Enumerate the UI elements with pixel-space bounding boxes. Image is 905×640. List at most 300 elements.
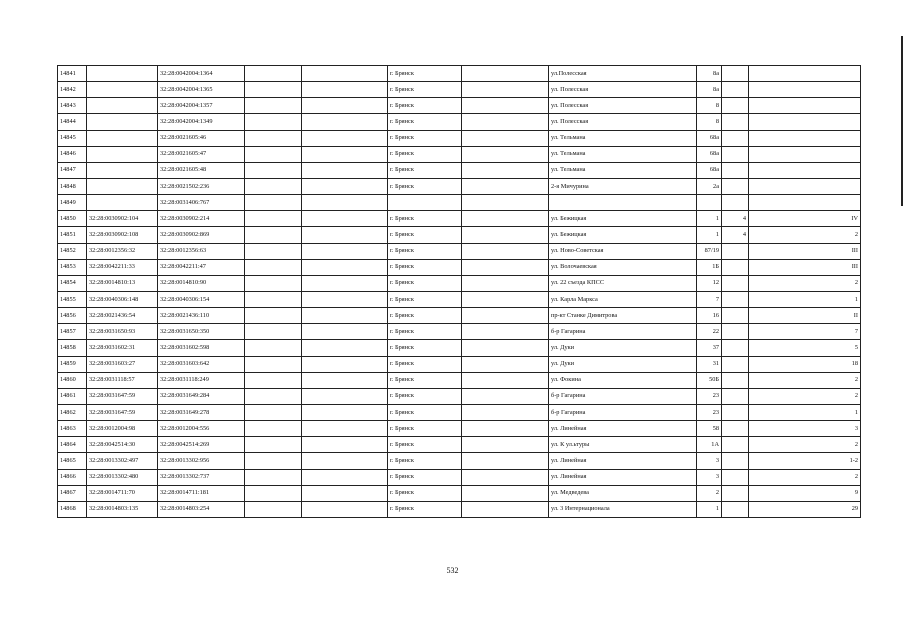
old-cadastral-number-cell: 32:28:0042514:30 (87, 437, 158, 453)
cadastral-number-cell: 32:28:0040306:154 (158, 291, 245, 307)
house-number-cell: 1 (697, 227, 722, 243)
building-cell (722, 340, 749, 356)
house-number-cell: 22 (697, 324, 722, 340)
empty-cell (462, 308, 549, 324)
empty-cell (462, 485, 549, 501)
city-cell: г. Брянск (388, 437, 462, 453)
empty-cell (302, 178, 388, 194)
cadastral-number-cell: 32:28:0031649:284 (158, 388, 245, 404)
building-cell (722, 404, 749, 420)
empty-cell (245, 195, 302, 211)
empty-cell (462, 130, 549, 146)
record-number-cell: 14852 (58, 243, 87, 259)
empty-cell (302, 372, 388, 388)
street-cell: ул.Полесская (549, 66, 697, 82)
empty-cell (462, 340, 549, 356)
empty-cell (245, 130, 302, 146)
apartment-cell: 1 (749, 404, 861, 420)
house-number-cell: 68а (697, 130, 722, 146)
building-cell (722, 114, 749, 130)
empty-cell (302, 243, 388, 259)
building-cell (722, 501, 749, 517)
apartment-cell: 9 (749, 485, 861, 501)
table-row (58, 356, 861, 372)
old-cadastral-number-cell: 32:28:0031603:27 (87, 356, 158, 372)
record-number-cell: 14858 (58, 340, 87, 356)
table-row (58, 211, 861, 227)
empty-cell (302, 162, 388, 178)
table-row (58, 485, 861, 501)
house-number-cell: 68а (697, 162, 722, 178)
empty-cell (302, 388, 388, 404)
empty-cell (462, 469, 549, 485)
empty-cell (302, 146, 388, 162)
table-row (58, 421, 861, 437)
building-cell (722, 372, 749, 388)
empty-cell (302, 259, 388, 275)
cadastral-number-cell: 32:28:0031649:278 (158, 404, 245, 420)
empty-cell (245, 114, 302, 130)
table-row (58, 130, 861, 146)
empty-cell (245, 146, 302, 162)
empty-cell (245, 227, 302, 243)
table-row (58, 195, 861, 211)
apartment-cell (749, 162, 861, 178)
empty-cell (302, 437, 388, 453)
old-cadastral-number-cell: 32:28:0030902:104 (87, 211, 158, 227)
city-cell: г. Брянск (388, 340, 462, 356)
record-number-cell: 14853 (58, 259, 87, 275)
empty-cell (462, 114, 549, 130)
street-cell: 2-я Мичурина (549, 178, 697, 194)
cadastral-number-cell: 32:28:0030902:869 (158, 227, 245, 243)
empty-cell (245, 66, 302, 82)
empty-cell (462, 211, 549, 227)
cadastral-number-cell: 32:28:0030902:214 (158, 211, 245, 227)
city-cell: г. Брянск (388, 114, 462, 130)
city-cell: г. Брянск (388, 82, 462, 98)
city-cell: г. Брянск (388, 259, 462, 275)
house-number-cell: 23 (697, 404, 722, 420)
old-cadastral-number-cell: 32:28:0031602:31 (87, 340, 158, 356)
table-row (58, 469, 861, 485)
apartment-cell: 2 (749, 388, 861, 404)
apartment-cell (749, 178, 861, 194)
building-cell (722, 146, 749, 162)
empty-cell (302, 404, 388, 420)
city-cell: г. Брянск (388, 130, 462, 146)
building-cell (722, 421, 749, 437)
street-cell: пр-кт Станке Димитрова (549, 308, 697, 324)
building-cell (722, 130, 749, 146)
record-number-cell: 14866 (58, 469, 87, 485)
page-number: 532 (446, 566, 459, 575)
old-cadastral-number-cell: 32:28:0030902:108 (87, 227, 158, 243)
empty-cell (302, 275, 388, 291)
street-cell: ул. Полесская (549, 98, 697, 114)
apartment-cell: 29 (749, 501, 861, 517)
cadastral-number-cell: 32:28:0021436:110 (158, 308, 245, 324)
empty-cell (245, 162, 302, 178)
old-cadastral-number-cell (87, 146, 158, 162)
street-cell: ул. Дуки (549, 356, 697, 372)
old-cadastral-number-cell: 32:28:0012004:98 (87, 421, 158, 437)
old-cadastral-number-cell (87, 195, 158, 211)
empty-cell (245, 211, 302, 227)
street-cell: ул. Волочаевская (549, 259, 697, 275)
street-cell: ул. К ул.ьтуры (549, 437, 697, 453)
empty-cell (245, 178, 302, 194)
table-row (58, 437, 861, 453)
record-number-cell: 14851 (58, 227, 87, 243)
street-cell: ул. 3 Интернационала (549, 501, 697, 517)
old-cadastral-number-cell (87, 82, 158, 98)
table-row (58, 372, 861, 388)
empty-cell (462, 453, 549, 469)
record-number-cell: 14843 (58, 98, 87, 114)
apartment-cell: 2 (749, 227, 861, 243)
house-number-cell: 8 (697, 98, 722, 114)
empty-cell (302, 66, 388, 82)
city-cell: г. Брянск (388, 98, 462, 114)
empty-cell (302, 211, 388, 227)
street-cell: ул. Фокина (549, 372, 697, 388)
empty-cell (245, 340, 302, 356)
empty-cell (462, 356, 549, 372)
street-cell: б-р Гагарина (549, 388, 697, 404)
record-number-cell: 14860 (58, 372, 87, 388)
city-cell: г. Брянск (388, 453, 462, 469)
city-cell: г. Брянск (388, 404, 462, 420)
street-cell: ул. Линейная (549, 453, 697, 469)
record-number-cell: 14857 (58, 324, 87, 340)
building-cell (722, 275, 749, 291)
house-number-cell: 2а (697, 178, 722, 194)
house-number-cell: 31 (697, 356, 722, 372)
record-number-cell: 14856 (58, 308, 87, 324)
empty-cell (462, 501, 549, 517)
empty-cell (302, 356, 388, 372)
table-row (58, 146, 861, 162)
record-number-cell: 14847 (58, 162, 87, 178)
street-cell: ул. Линейная (549, 469, 697, 485)
record-number-cell: 14867 (58, 485, 87, 501)
empty-cell (245, 437, 302, 453)
old-cadastral-number-cell (87, 66, 158, 82)
record-number-cell: 14845 (58, 130, 87, 146)
empty-cell (245, 453, 302, 469)
old-cadastral-number-cell: 32:28:0014803:135 (87, 501, 158, 517)
empty-cell (245, 469, 302, 485)
building-cell (722, 388, 749, 404)
empty-cell (462, 178, 549, 194)
city-cell: г. Брянск (388, 275, 462, 291)
street-cell: б-р Гагарина (549, 324, 697, 340)
cadastral-number-cell: 32:28:0014711:181 (158, 485, 245, 501)
street-cell: ул. 22 съезда КПСС (549, 275, 697, 291)
cadastral-number-cell: 32:28:0012004:556 (158, 421, 245, 437)
city-cell: г. Брянск (388, 291, 462, 307)
apartment-cell (749, 130, 861, 146)
empty-cell (462, 146, 549, 162)
house-number-cell: 3 (697, 469, 722, 485)
building-cell: 4 (722, 211, 749, 227)
table-row (58, 453, 861, 469)
city-cell: г. Брянск (388, 485, 462, 501)
cadastral-number-cell: 32:28:0031603:642 (158, 356, 245, 372)
old-cadastral-number-cell: 32:28:0031118:57 (87, 372, 158, 388)
cadastral-number-cell: 32:28:0014803:254 (158, 501, 245, 517)
record-number-cell: 14862 (58, 404, 87, 420)
table-row (58, 98, 861, 114)
cadastral-number-cell: 32:28:0021605:48 (158, 162, 245, 178)
old-cadastral-number-cell: 32:28:0021436:54 (87, 308, 158, 324)
empty-cell (302, 485, 388, 501)
house-number-cell: 8 (697, 114, 722, 130)
record-number-cell: 14863 (58, 421, 87, 437)
table-body (58, 66, 861, 518)
record-number-cell: 14849 (58, 195, 87, 211)
empty-cell (302, 453, 388, 469)
empty-cell (245, 501, 302, 517)
house-number-cell: 12 (697, 275, 722, 291)
empty-cell (462, 243, 549, 259)
table-row (58, 243, 861, 259)
apartment-cell: II (749, 308, 861, 324)
street-cell: ул. Линейная (549, 421, 697, 437)
record-number-cell: 14855 (58, 291, 87, 307)
street-cell: ул. Бежицкая (549, 227, 697, 243)
house-number-cell: 3 (697, 453, 722, 469)
record-number-cell: 14850 (58, 211, 87, 227)
apartment-cell: 1 (749, 291, 861, 307)
house-number-cell: 2 (697, 485, 722, 501)
building-cell (722, 437, 749, 453)
city-cell: г. Брянск (388, 146, 462, 162)
apartment-cell: 2 (749, 437, 861, 453)
table-row (58, 388, 861, 404)
empty-cell (245, 243, 302, 259)
table-row (58, 308, 861, 324)
record-number-cell: 14848 (58, 178, 87, 194)
margin-bar (901, 36, 903, 206)
cadastral-number-cell: 32:28:0042211:47 (158, 259, 245, 275)
cadastral-number-cell: 32:28:0042004:1365 (158, 82, 245, 98)
house-number-cell: 50Б (697, 372, 722, 388)
apartment-cell: 5 (749, 340, 861, 356)
table-row (58, 275, 861, 291)
cadastral-number-cell: 32:28:0042004:1357 (158, 98, 245, 114)
table-row (58, 259, 861, 275)
old-cadastral-number-cell: 32:28:0014711:70 (87, 485, 158, 501)
cadastral-number-cell: 32:28:0013302:956 (158, 453, 245, 469)
table-row (58, 82, 861, 98)
empty-cell (462, 372, 549, 388)
building-cell (722, 178, 749, 194)
empty-cell (302, 469, 388, 485)
old-cadastral-number-cell: 32:28:0014810:13 (87, 275, 158, 291)
apartment-cell: IV (749, 211, 861, 227)
house-number-cell: 37 (697, 340, 722, 356)
record-number-cell: 14861 (58, 388, 87, 404)
old-cadastral-number-cell (87, 178, 158, 194)
empty-cell (302, 114, 388, 130)
cadastral-number-cell: 32:28:0021605:47 (158, 146, 245, 162)
record-number-cell: 14842 (58, 82, 87, 98)
house-number-cell: 1А (697, 437, 722, 453)
table-row (58, 501, 861, 517)
empty-cell (462, 66, 549, 82)
house-number-cell: 7 (697, 291, 722, 307)
street-cell: ул. Медведева (549, 485, 697, 501)
empty-cell (462, 195, 549, 211)
old-cadastral-number-cell: 32:28:0031650:93 (87, 324, 158, 340)
cadastral-number-cell: 32:28:0021605:46 (158, 130, 245, 146)
old-cadastral-number-cell: 32:28:0012356:32 (87, 243, 158, 259)
apartment-cell: III (749, 259, 861, 275)
apartment-cell: 2 (749, 469, 861, 485)
cadastral-number-cell: 32:28:0042514:269 (158, 437, 245, 453)
empty-cell (462, 388, 549, 404)
city-cell: г. Брянск (388, 324, 462, 340)
old-cadastral-number-cell (87, 130, 158, 146)
empty-cell (245, 404, 302, 420)
building-cell (722, 82, 749, 98)
cadastral-number-cell: 32:28:0014810:90 (158, 275, 245, 291)
city-cell: г. Брянск (388, 178, 462, 194)
house-number-cell: 16 (697, 308, 722, 324)
cadastral-number-cell: 32:28:0012356:63 (158, 243, 245, 259)
house-number-cell: 68а (697, 146, 722, 162)
street-cell: ул. Карла Маркса (549, 291, 697, 307)
street-cell: ул. Тельмана (549, 130, 697, 146)
empty-cell (245, 291, 302, 307)
apartment-cell: 2 (749, 372, 861, 388)
building-cell (722, 356, 749, 372)
record-number-cell: 14868 (58, 501, 87, 517)
cadastral-number-cell: 32:28:0031650:350 (158, 324, 245, 340)
building-cell (722, 243, 749, 259)
old-cadastral-number-cell: 32:28:0013302:480 (87, 469, 158, 485)
apartment-cell: 2 (749, 275, 861, 291)
city-cell (388, 195, 462, 211)
cadastral-number-cell: 32:28:0013302:737 (158, 469, 245, 485)
empty-cell (302, 324, 388, 340)
old-cadastral-number-cell (87, 162, 158, 178)
empty-cell (302, 227, 388, 243)
house-number-cell: 1Б (697, 259, 722, 275)
cadastral-number-cell: 32:28:0031602:598 (158, 340, 245, 356)
house-number-cell: 23 (697, 388, 722, 404)
empty-cell (462, 437, 549, 453)
empty-cell (462, 259, 549, 275)
building-cell (722, 98, 749, 114)
empty-cell (245, 308, 302, 324)
empty-cell (462, 82, 549, 98)
city-cell: г. Брянск (388, 388, 462, 404)
street-cell: ул. Бежицкая (549, 211, 697, 227)
street-cell (549, 195, 697, 211)
record-number-cell: 14854 (58, 275, 87, 291)
empty-cell (245, 82, 302, 98)
cadastral-number-cell: 32:28:0042004:1349 (158, 114, 245, 130)
city-cell: г. Брянск (388, 469, 462, 485)
street-cell: ул. Полесская (549, 114, 697, 130)
building-cell (722, 66, 749, 82)
record-number-cell: 14841 (58, 66, 87, 82)
old-cadastral-number-cell: 32:28:0042211:33 (87, 259, 158, 275)
table-row (58, 404, 861, 420)
apartment-cell (749, 195, 861, 211)
apartment-cell (749, 146, 861, 162)
city-cell: г. Брянск (388, 308, 462, 324)
empty-cell (245, 275, 302, 291)
apartment-cell: 1-2 (749, 453, 861, 469)
house-number-cell: 8а (697, 66, 722, 82)
empty-cell (462, 291, 549, 307)
empty-cell (462, 421, 549, 437)
table-row (58, 162, 861, 178)
empty-cell (462, 98, 549, 114)
table-row (58, 340, 861, 356)
city-cell: г. Брянск (388, 243, 462, 259)
apartment-cell (749, 66, 861, 82)
house-number-cell: 1 (697, 211, 722, 227)
house-number-cell: 8а (697, 82, 722, 98)
old-cadastral-number-cell: 32:28:0031647:59 (87, 388, 158, 404)
building-cell (722, 485, 749, 501)
house-number-cell (697, 195, 722, 211)
empty-cell (302, 501, 388, 517)
city-cell: г. Брянск (388, 227, 462, 243)
apartment-cell (749, 98, 861, 114)
apartment-cell: 18 (749, 356, 861, 372)
building-cell (722, 259, 749, 275)
empty-cell (245, 388, 302, 404)
old-cadastral-number-cell (87, 98, 158, 114)
apartment-cell (749, 82, 861, 98)
empty-cell (302, 130, 388, 146)
record-number-cell: 14864 (58, 437, 87, 453)
empty-cell (302, 421, 388, 437)
building-cell (722, 469, 749, 485)
record-number-cell: 14844 (58, 114, 87, 130)
cadastral-number-cell: 32:28:0042004:1364 (158, 66, 245, 82)
empty-cell (245, 324, 302, 340)
table-row (58, 291, 861, 307)
apartment-cell (749, 114, 861, 130)
empty-cell (245, 421, 302, 437)
apartment-cell: 7 (749, 324, 861, 340)
cadastral-number-cell: 32:28:0031406:767 (158, 195, 245, 211)
street-cell: ул. Полесская (549, 82, 697, 98)
table-row (58, 114, 861, 130)
cadastral-number-cell: 32:28:0031118:249 (158, 372, 245, 388)
empty-cell (302, 195, 388, 211)
empty-cell (462, 324, 549, 340)
street-cell: ул. Тельмана (549, 146, 697, 162)
cadastral-number-cell: 32:28:0021502:236 (158, 178, 245, 194)
table-row (58, 66, 861, 82)
table-row (58, 178, 861, 194)
street-cell: ул. Ново-Советская (549, 243, 697, 259)
registry-table (57, 65, 861, 518)
old-cadastral-number-cell (87, 114, 158, 130)
empty-cell (302, 340, 388, 356)
city-cell: г. Брянск (388, 372, 462, 388)
empty-cell (245, 259, 302, 275)
old-cadastral-number-cell: 32:28:0031647:59 (87, 404, 158, 420)
